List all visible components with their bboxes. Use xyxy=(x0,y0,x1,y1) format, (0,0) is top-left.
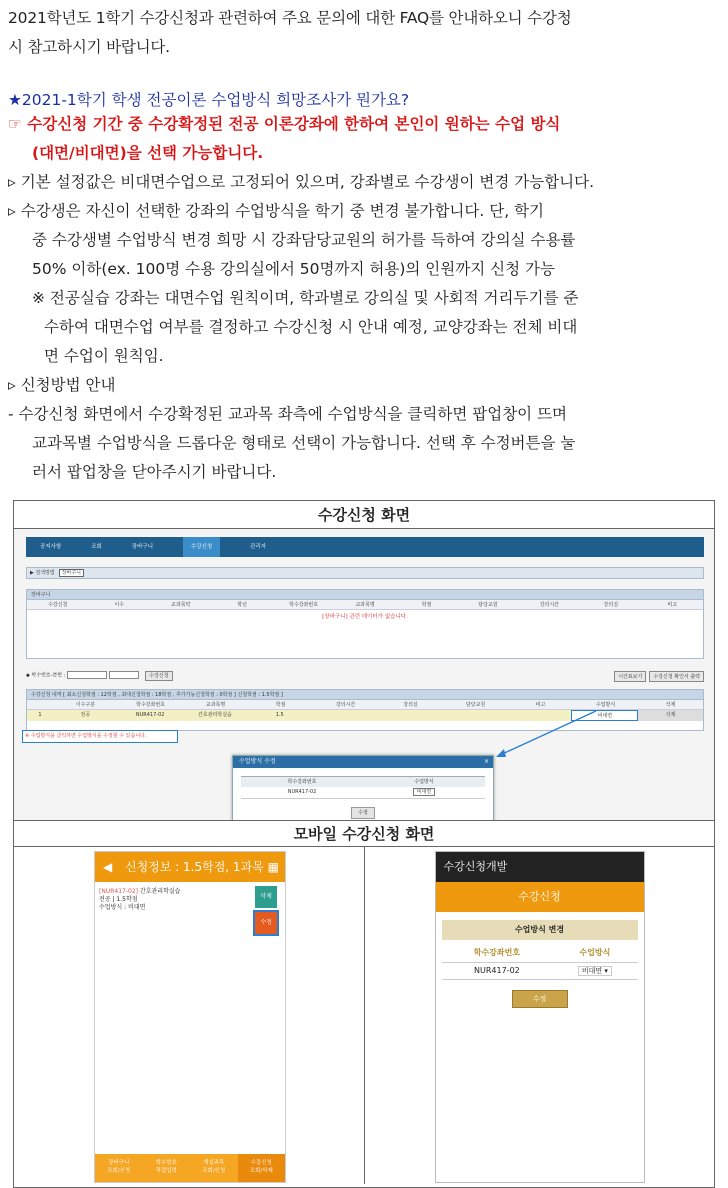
close-icon[interactable]: × xyxy=(483,758,489,765)
row-credits: 1.5 xyxy=(275,712,284,718)
col-header: 담당교원 xyxy=(478,602,498,608)
screenshot-frame xyxy=(13,500,715,1188)
col-header: 수업방식 xyxy=(595,702,616,708)
section-title-mobile: 모바일 수강신청 화면 xyxy=(14,821,714,847)
mobile-app-list xyxy=(94,851,286,1183)
popup-col-header: 학수강좌번호 xyxy=(287,779,317,785)
row-index: 1 xyxy=(38,712,42,718)
mobile-header-title: 신청정보 : 1.5학점, 1과목 xyxy=(125,860,264,874)
edit-header-row xyxy=(442,944,638,963)
col-header: 비고 xyxy=(667,602,678,608)
popup-course-code: NUR417-02 xyxy=(287,789,317,795)
col-header: 강의실 xyxy=(603,602,619,608)
note-practice xyxy=(8,284,720,371)
cart-empty-message: [장바구니] 관련 데이터가 없습니다. xyxy=(322,614,408,620)
edit-select-cell xyxy=(552,963,637,979)
bullet-default-setting xyxy=(8,168,720,197)
footer-label: 조회/삭제 xyxy=(249,1168,273,1174)
edit-panel xyxy=(442,920,638,1008)
col-header: 이수 xyxy=(114,602,125,608)
mobile-shot-left xyxy=(14,847,364,1184)
class-method-popup xyxy=(232,755,494,821)
popup-save-button[interactable]: 수정 xyxy=(351,807,375,819)
course-code: [NUR417-02] xyxy=(99,888,138,895)
mobile-edit-button[interactable]: 수정 xyxy=(253,910,279,936)
popup-row xyxy=(241,787,485,799)
col-header: 학점 xyxy=(275,702,286,708)
delete-button[interactable]: 삭제 xyxy=(638,710,703,721)
footer-tab[interactable] xyxy=(95,1154,143,1182)
col-header: 수강신청 xyxy=(48,602,68,608)
faq-document xyxy=(8,4,720,487)
bullet-text: ▹ 신청방법 안내 xyxy=(8,376,116,394)
mobile-footer xyxy=(95,1154,285,1182)
search-method-label: ▶ 검색방법 xyxy=(30,570,55,576)
col-header: 강의실 xyxy=(403,702,418,708)
method-line: 교과목별 수업방식을 드롭다운 형태로 선택이 가능합니다. 선택 후 수정버튼을 눌 xyxy=(32,434,576,452)
section-input[interactable] xyxy=(109,671,139,679)
registration-summary: 수강신청 내역 [ 최소신청학점 : 12학점 , 최대신청학점 : 18학점 , 추가가능신청학점 : 0학점 ] 신청학점 : 1.5학점 ] xyxy=(27,690,703,700)
mobile-screenshots xyxy=(14,847,714,1184)
row-course-code: NUR417-02 xyxy=(135,712,165,718)
pointer-arrow xyxy=(494,707,604,762)
faq-question: ★2021-1학기 학생 전공이론 수업방식 희망조사가 뭔가요? xyxy=(8,91,410,109)
apply-button[interactable]: 수강신청 xyxy=(145,671,172,681)
col-header: 강의시간 xyxy=(335,702,356,708)
search-method-select[interactable]: 장바구니 xyxy=(59,569,84,577)
col-header: 학점 xyxy=(421,602,432,608)
search-row xyxy=(26,671,704,683)
class-method-select[interactable]: 비대면 xyxy=(413,788,436,796)
note-line: 면 수업이 원칙임. xyxy=(44,347,164,365)
col-header: 이수구분 xyxy=(75,702,96,708)
print-button[interactable]: 수강신청 확인서 출력 xyxy=(649,671,704,682)
bullet-line: 50% 이하(ex. 100명 수용 강의실에서 50명까지 허용)의 인원까지 신청 가능 xyxy=(32,260,555,278)
col-header: 담당교원 xyxy=(465,702,486,708)
timetable-button[interactable]: 시간표보기 xyxy=(614,671,646,682)
nav-item-cart[interactable]: 장바구니 xyxy=(131,544,154,550)
note-line: 수하여 대면수업 여부를 결정하고 수강신청 시 안내 예정, 교양강좌는 전체 비대 xyxy=(44,318,578,336)
popup-title-text: 수업방식 수정 xyxy=(239,758,276,765)
edit-col-header: 학수강좌번호 xyxy=(473,948,521,957)
col-header: 학년 xyxy=(237,602,247,608)
method-line: - 수강신청 화면에서 수강확정된 교과목 좌측에 수업방식을 클릭하면 팝업창이 뜨며 xyxy=(8,405,568,423)
footer-tab[interactable] xyxy=(190,1154,238,1182)
note-line: ※ 전공실습 강좌는 대면수업 원칙이며, 학과별로 강의실 및 사회적 거리두기를 준 xyxy=(32,289,579,307)
row-room xyxy=(377,710,442,721)
nav-item-admin[interactable]: 관리자 xyxy=(250,544,267,550)
row-category: 전공 xyxy=(80,712,91,718)
col-header: 비고 xyxy=(535,702,546,708)
section-title-web: 수강신청 화면 xyxy=(14,501,714,529)
course-name: 간호관리학실습 xyxy=(139,888,181,895)
footer-label: 직접입력 xyxy=(155,1168,177,1174)
row-time xyxy=(312,710,377,721)
popup-header-row xyxy=(241,777,485,787)
intro-line: 시 참고하시기 바랍니다. xyxy=(8,38,170,56)
mobile-delete-button[interactable]: 삭제 xyxy=(255,886,277,908)
edit-row xyxy=(442,963,638,980)
footer-label: 수강신청 xyxy=(250,1160,272,1166)
class-method-hint: ※ 수업방식을 클릭하면 수업방식을 수정할 수 있습니다. xyxy=(22,730,178,743)
faq-answer-line: (대면/비대면)을 선택 가능합니다. xyxy=(32,144,264,162)
edit-actions xyxy=(442,990,638,1008)
popup-title xyxy=(233,756,493,768)
cart-panel-title: 장바구니 xyxy=(27,590,703,600)
cart-panel xyxy=(26,589,704,659)
edit-panel-title: 수업방식 변경 xyxy=(442,920,638,940)
mobile-header-title: 수강신청 xyxy=(436,882,644,912)
nav-item-notice[interactable]: 공지사항 xyxy=(40,544,62,550)
edit-course-code: NUR417-02 xyxy=(474,966,520,975)
class-method-cell[interactable]: 비대면 xyxy=(571,710,638,721)
mobile-shot-right xyxy=(364,847,715,1184)
footer-label: 개설과목 xyxy=(203,1160,225,1166)
faq-answer xyxy=(8,110,720,168)
course-card xyxy=(95,882,285,934)
col-header: 교과목명 xyxy=(355,602,375,608)
col-header: 교과목약 xyxy=(170,602,191,608)
cart-table-header xyxy=(27,600,703,610)
course-number-label: ◆ 학수번호-분반 : xyxy=(26,672,66,679)
calendar-icon[interactable]: ▦ xyxy=(267,860,279,874)
course-number-input[interactable] xyxy=(67,671,107,679)
bullet-line: ▹ 수강생은 자신이 선택한 강좌의 수업방식을 학기 중 변경 불가합니다. 단, 학기 xyxy=(8,202,544,220)
mobile-header xyxy=(95,852,285,882)
back-icon[interactable]: ◀ xyxy=(103,860,113,874)
nav-item-search[interactable]: 조회 xyxy=(91,544,102,550)
web-screenshot xyxy=(14,529,714,821)
popup-table xyxy=(241,776,485,799)
nav-item-register[interactable]: 수강신청 xyxy=(183,537,220,557)
footer-tab[interactable] xyxy=(143,1154,191,1182)
intro-line: 2021학년도 1학기 수강신청과 관련하여 주요 문의에 대한 FAQ를 안내하오니 수강청 xyxy=(8,9,572,27)
row-course-name: 간호관리학실습 xyxy=(198,712,232,718)
course-title xyxy=(99,888,281,896)
col-header: 학수강좌번호 xyxy=(289,602,319,608)
footer-label: 학수번호 xyxy=(155,1160,177,1166)
course-method: 수업방식 : 비대면 xyxy=(99,904,146,911)
footer-tab[interactable] xyxy=(238,1154,286,1182)
method-line: 러서 팝업창을 닫아주시기 바랍니다. xyxy=(32,463,277,481)
popup-col-header: 수업방식 xyxy=(414,779,434,785)
col-header: 학수강좌번호 xyxy=(136,702,165,708)
mobile-save-button[interactable]: 수정 xyxy=(512,990,568,1008)
search-method-bar xyxy=(26,567,704,579)
mobile-app-edit xyxy=(435,851,645,1183)
faq-answer-line: ☞ 수강신청 기간 중 수강확정된 전공 이론강좌에 한하여 본인이 원하는 수업 방식 xyxy=(8,115,561,133)
web-nav-bar xyxy=(26,537,704,557)
bullet-method-heading xyxy=(8,371,720,400)
method-paragraph xyxy=(8,400,720,487)
col-header: 교과목명 xyxy=(205,702,226,708)
popup-actions xyxy=(233,809,493,816)
popup-select-cell xyxy=(363,787,485,798)
col-header xyxy=(27,700,53,709)
mobile-method-select[interactable]: 비대면 ▾ xyxy=(578,966,612,976)
intro-paragraph xyxy=(8,4,720,62)
mobile-app-bar: 수강신청개발 xyxy=(436,852,644,882)
footer-label: 조회/신청 xyxy=(107,1168,131,1174)
col-header: 삭제 xyxy=(665,702,676,708)
edit-col-header: 수업방식 xyxy=(579,948,611,957)
bullet-text: ▹ 기본 설정값은 비대면수업으로 고정되어 있으며, 강좌별로 수강생이 변경 가능합니다. xyxy=(8,173,595,191)
bullet-line: 중 수강생별 수업방식 변경 희망 시 강좌담당교원의 허가를 득하여 강의실 수용률 xyxy=(32,231,576,249)
bullet-change-rule xyxy=(8,197,720,284)
footer-label: 조회/신청 xyxy=(202,1168,226,1174)
course-detail: 전공 | 1.5학점 xyxy=(99,896,138,903)
footer-label: 장바구니 xyxy=(108,1160,130,1166)
col-header: 강의시간 xyxy=(539,602,560,608)
